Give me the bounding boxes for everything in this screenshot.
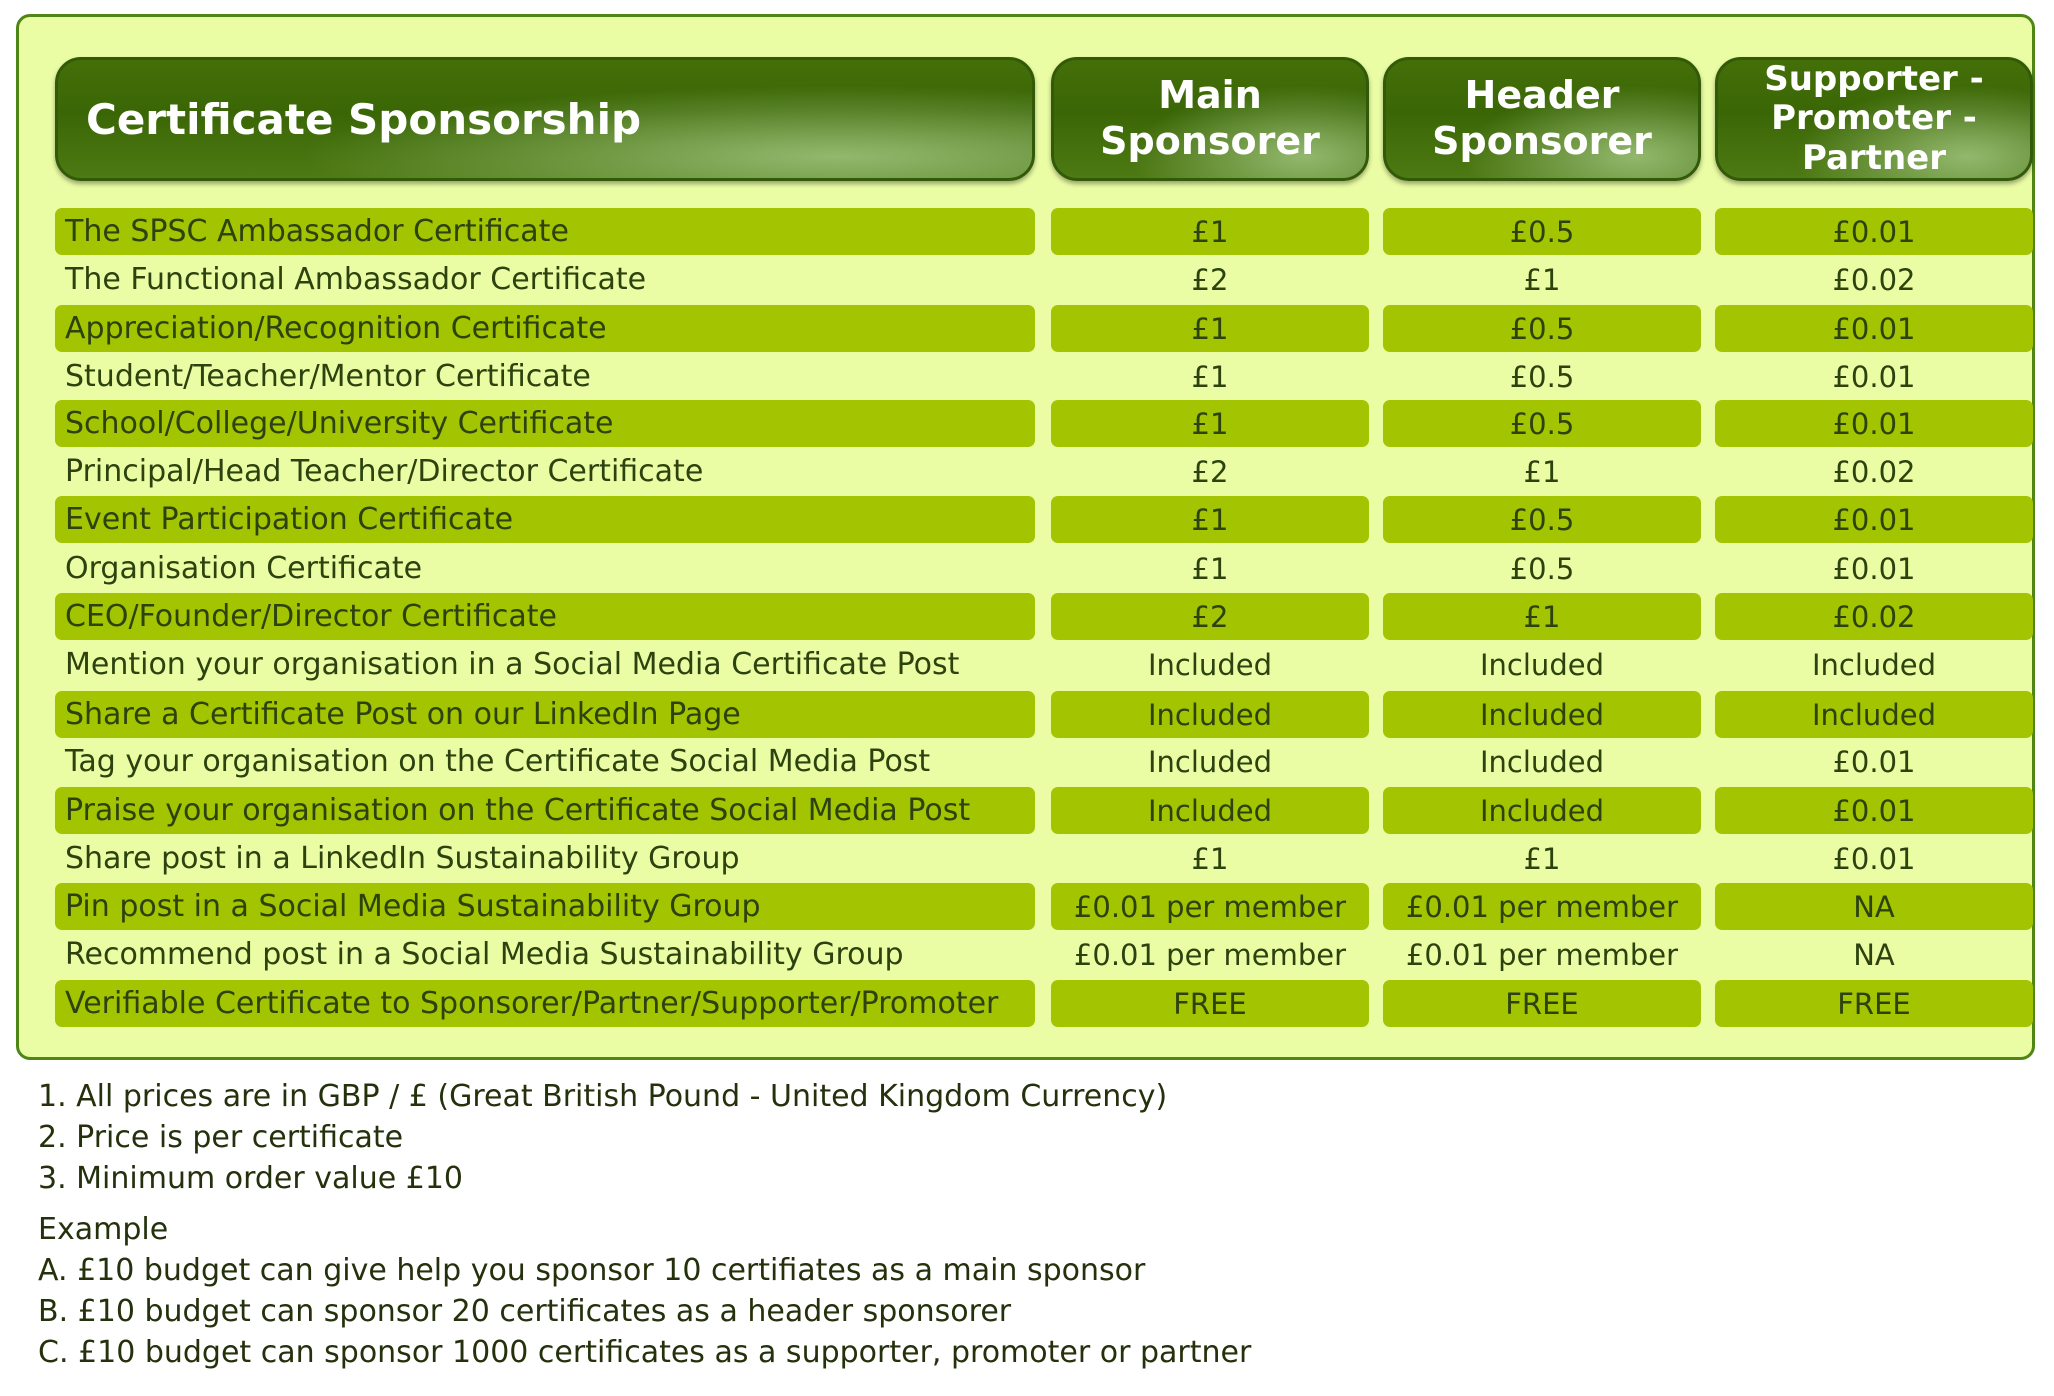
price-cell: £0.5: [1383, 208, 1701, 255]
table-row: [19, 353, 2032, 400]
row-label: The SPSC Ambassador Certificate: [55, 208, 1035, 255]
price-cell: £0.5: [1383, 496, 1701, 543]
row-label: Pin post in a Social Media Sustainability Group: [55, 883, 1035, 930]
row-label: Praise your organisation on the Certificate Social Media Post: [55, 787, 1035, 834]
row-label: Mention your organisation in a Social Media Certificate Post: [65, 647, 960, 682]
row-label: Recommend post in a Social Media Sustainability Group: [65, 937, 904, 972]
price-cell: £1: [1051, 208, 1369, 255]
table-row: [19, 883, 2032, 930]
price-cell: Included: [1812, 647, 1936, 682]
table-row: [19, 931, 2032, 978]
table-row: [19, 208, 2032, 255]
example-line: A. £10 budget can give help you sponsor 10 certifiates as a main sponsor: [38, 1253, 1146, 1288]
price-cell: £0.02: [1832, 454, 1916, 489]
price-cell: £1: [1191, 359, 1229, 394]
column-header-header-sponsorer: [1383, 57, 1701, 181]
note-item: 1. All prices are in GBP / £ (Great British Pound - United Kingdom Currency): [38, 1079, 1168, 1114]
table-row: [19, 496, 2032, 543]
column-header-supporter-promoter-partner: [1715, 57, 2033, 181]
row-label: Principal/Head Teacher/Director Certificate: [65, 454, 704, 489]
price-cell: £0.01: [1832, 841, 1916, 876]
price-cell: £1: [1191, 551, 1229, 586]
price-cell: £1: [1523, 841, 1561, 876]
price-cell: £0.01: [1715, 496, 2033, 543]
price-cell: £0.01: [1715, 305, 2033, 352]
price-cell: £2: [1191, 262, 1229, 297]
example-line: B. £10 budget can sponsor 20 certificates as a header sponsorer: [38, 1294, 1012, 1329]
price-cell: £1: [1383, 593, 1701, 640]
row-label: CEO/Founder/Director Certificate: [55, 593, 1035, 640]
row-label: School/College/University Certificate: [55, 400, 1035, 447]
price-cell: £1: [1523, 262, 1561, 297]
price-cell: £0.01 per member: [1073, 937, 1347, 972]
price-cell: NA: [1715, 883, 2033, 930]
row-label: Organisation Certificate: [65, 551, 423, 586]
price-cell: Included: [1480, 647, 1604, 682]
table-row: [19, 400, 2032, 447]
table-row: [19, 691, 2032, 738]
row-label: Event Participation Certificate: [55, 496, 1035, 543]
price-cell: FREE: [1051, 980, 1369, 1027]
price-cell: Included: [1383, 787, 1701, 834]
example-line: C. £10 budget can sponsor 1000 certificates as a supporter, promoter or partner: [38, 1335, 1252, 1370]
table-row: [19, 980, 2032, 1027]
price-cell: £0.02: [1715, 593, 2033, 640]
note-item: 2. Price is per certificate: [38, 1120, 404, 1155]
column-header-text: Header Sponsorer: [1432, 73, 1652, 163]
price-cell: NA: [1853, 937, 1895, 972]
table-row: [19, 448, 2032, 495]
price-cell: £0.01: [1715, 400, 2033, 447]
price-cell: £1: [1191, 841, 1229, 876]
price-cell: Included: [1148, 647, 1272, 682]
table-row: [19, 545, 2032, 592]
price-cell: FREE: [1715, 980, 2033, 1027]
price-cell: £1: [1051, 496, 1369, 543]
price-cell: £0.5: [1509, 551, 1575, 586]
price-cell: £0.01: [1832, 744, 1916, 779]
table-row: [19, 835, 2032, 882]
table-row: [19, 787, 2032, 834]
price-cell: £0.02: [1832, 262, 1916, 297]
price-cell: £0.5: [1383, 305, 1701, 352]
price-cell: £0.01: [1832, 359, 1916, 394]
price-cell: £0.01: [1715, 208, 2033, 255]
column-header-text: Main Sponsorer: [1100, 73, 1320, 163]
example-heading: Example: [38, 1212, 169, 1247]
row-label: Appreciation/Recognition Certificate: [55, 305, 1035, 352]
table-row: [19, 593, 2032, 640]
price-cell: Included: [1051, 691, 1369, 738]
table-title-text: Certificate Sponsorship: [86, 94, 642, 144]
price-cell: £2: [1051, 593, 1369, 640]
column-header-main-sponsorer: [1051, 57, 1369, 181]
price-cell: £0.5: [1383, 400, 1701, 447]
table-row: [19, 256, 2032, 303]
price-cell: FREE: [1383, 980, 1701, 1027]
price-cell: Included: [1148, 744, 1272, 779]
price-cell: £0.01 per member: [1051, 883, 1369, 930]
row-label: The Functional Ambassador Certificate: [65, 262, 647, 297]
table-row: [19, 305, 2032, 352]
price-cell: £0.5: [1509, 359, 1575, 394]
row-label: Share post in a LinkedIn Sustainability Group: [65, 841, 740, 876]
price-cell: Included: [1051, 787, 1369, 834]
note-item: 3. Minimum order value £10: [38, 1161, 463, 1196]
notes-section: [38, 1076, 1251, 1373]
price-cell: Included: [1383, 691, 1701, 738]
row-label: Student/Teacher/Mentor Certificate: [65, 359, 591, 394]
row-label: Tag your organisation on the Certificate Social Media Post: [65, 744, 931, 779]
price-cell: £1: [1051, 400, 1369, 447]
column-header-text: Supporter - Promoter - Partner: [1764, 59, 1984, 178]
table-row: [19, 738, 2032, 785]
row-label: Verifiable Certificate to Sponsorer/Partner/Supporter/Promoter: [55, 980, 1035, 1027]
sponsorship-table-panel: [16, 14, 2035, 1060]
price-cell: £0.01: [1715, 787, 2033, 834]
price-cell: £1: [1051, 305, 1369, 352]
table-row: [19, 641, 2032, 688]
price-cell: Included: [1480, 744, 1604, 779]
price-cell: £2: [1191, 454, 1229, 489]
price-cell: £1: [1523, 454, 1561, 489]
price-cell: £0.01 per member: [1405, 937, 1679, 972]
price-cell: £0.01: [1832, 551, 1916, 586]
price-cell: £0.01 per member: [1383, 883, 1701, 930]
table-title: [55, 57, 1035, 181]
row-label: Share a Certificate Post on our LinkedIn Page: [55, 691, 1035, 738]
price-cell: Included: [1715, 691, 2033, 738]
